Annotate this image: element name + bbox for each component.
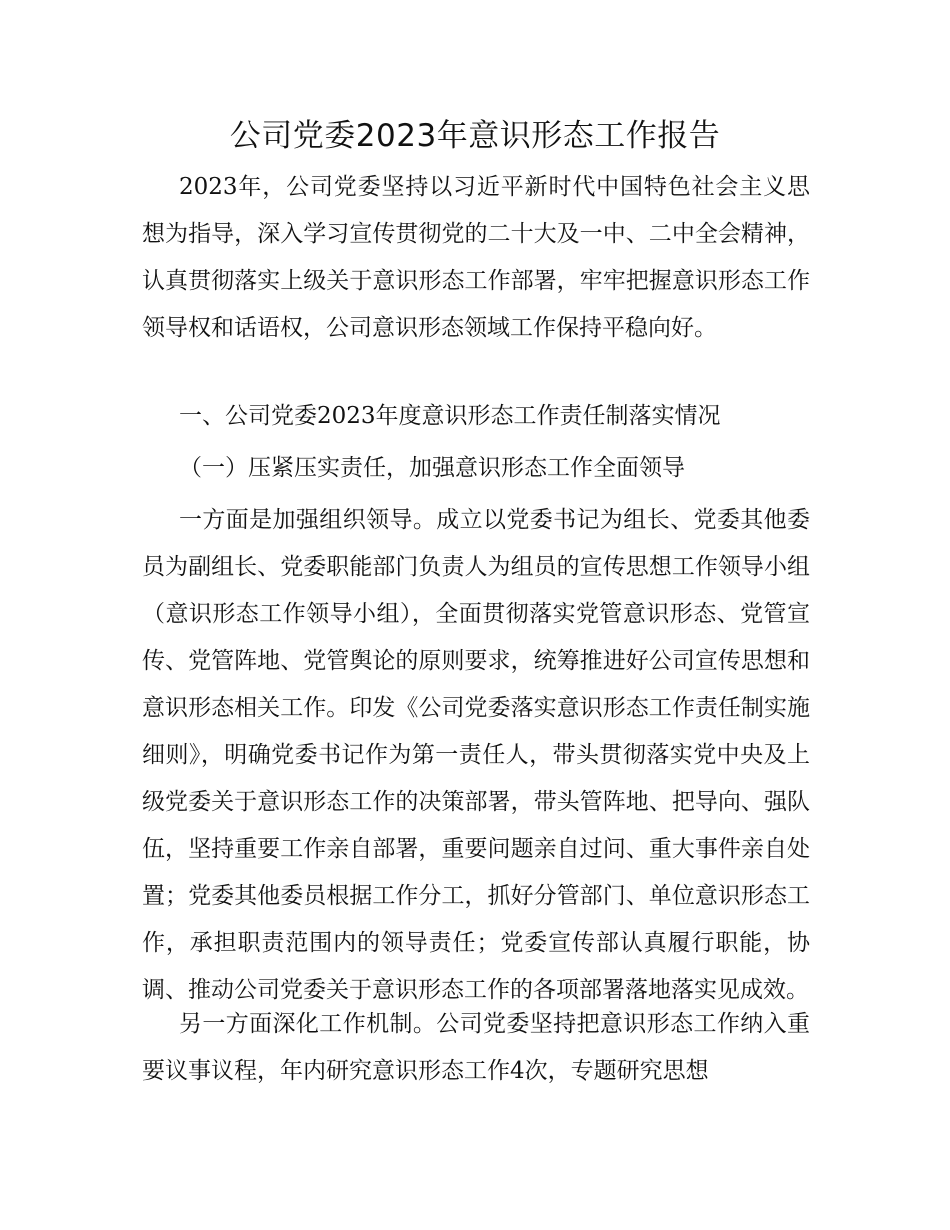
intro-paragraph: 2023年，公司党委坚持以习近平新时代中国特色社会主义思想为指导，深入学习宣传贯彻党的二十大及一中、二中全会精神，认真贯彻落实上级关于意识形态工作部署，牢牢把握意识形态工作领导权和话语权，公司意识形态领域工作保持平稳向好。	[142, 174, 810, 341]
sub-heading: （一）压紧压实责任，加强意识形态工作全面领导	[179, 455, 685, 481]
document-title: 公司党委2023年意识形态工作报告	[229, 118, 721, 154]
section-heading: 一、公司党委2023年度意识形态工作责任制落实情况	[179, 403, 721, 429]
paragraph-organization: 一方面是加强组织领导。成立以党委书记为组长、党委其他委员为副组长、党委职能部门负责人为组员的宣传思想工作领导小组（意识形态工作领导小组），全面贯彻落实党管意识形态、党管宣传、党管阵地、党管舆论的原则要求，统筹推进好公司宣传思想和意识形态相关工作。印发《公司党委落实意识形态工作责任制实施细则》，明确党委书记作为第一责任人，带头贯彻落实党中央及上级党委关于意识形态工作的决策部署，带头管阵地、把导向、强队伍，坚持重要工作亲自部署，重要问题亲自过问、重大事件亲自处置；党委其他委员根据工作分工，抓好分管部门、单位意识形态工作，承担职责范围内的领导责任；党委宣传部认真履行职能，协调、推动公司党委关于意识形态工作的各项部署落地落实见成效。	[142, 507, 810, 1003]
paragraph-mechanism: 另一方面深化工作机制。公司党委坚持把意识形态工作纳入重要议事议程，年内研究意识形态工作4次，专题研究思想	[142, 1011, 810, 1084]
